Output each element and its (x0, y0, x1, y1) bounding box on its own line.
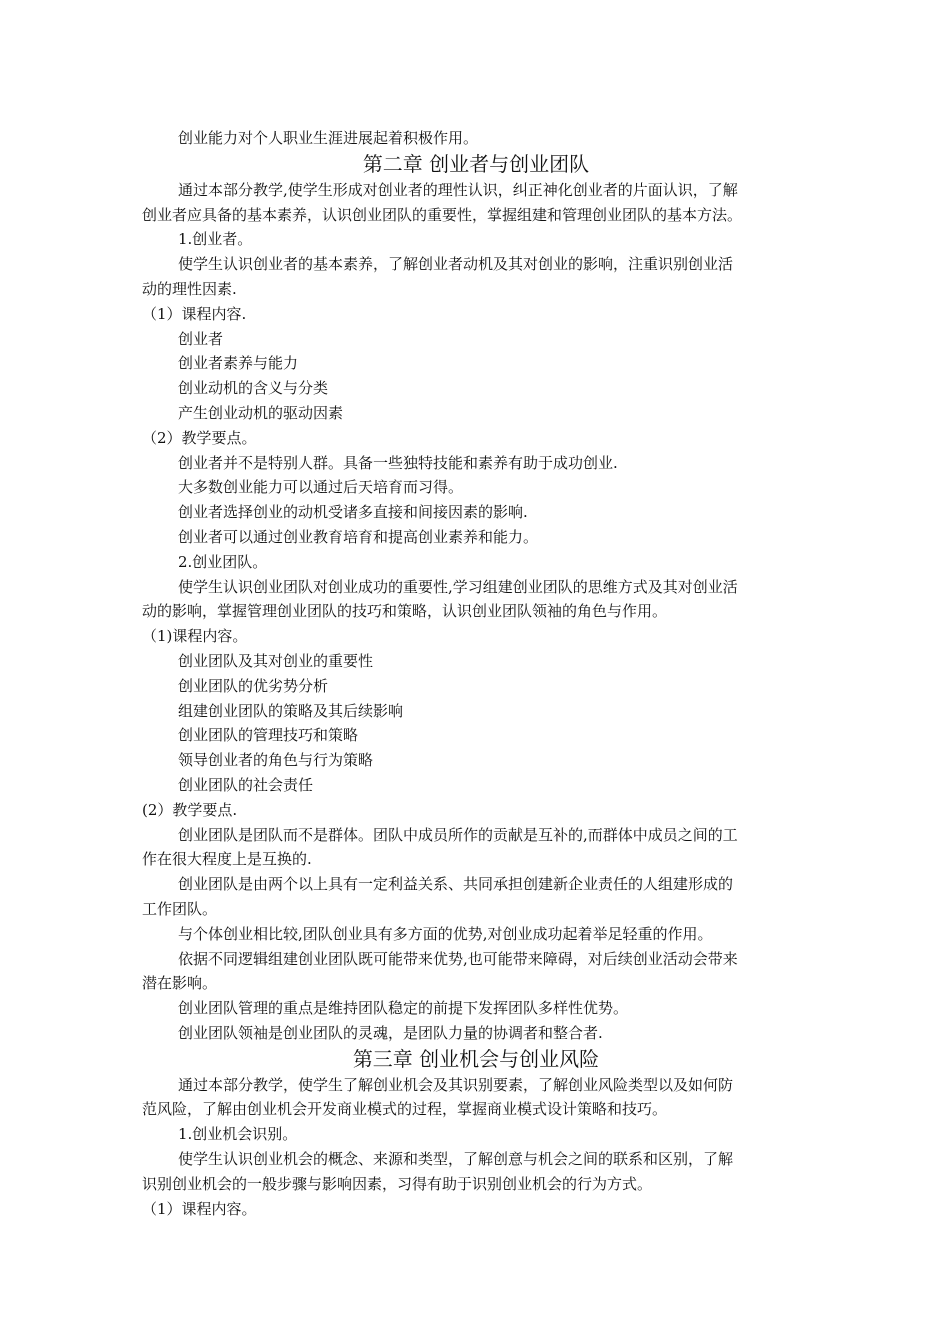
text-line: 使学生认识创业机会的概念、来源和类型，了解创意与机会之间的联系和区别，了解 (178, 1150, 734, 1169)
text-line: 1.创业者。 (178, 230, 253, 249)
text-line: 产生创业动机的驱动因素 (178, 403, 344, 422)
text-line: 创业者素养与能力 (178, 354, 299, 373)
text-line: （2）教学要点。 (142, 428, 257, 447)
text-line: （1）课程内容. (142, 304, 247, 323)
text-line: （1)课程内容。 (142, 627, 248, 646)
text-line: 2.创业团队。 (178, 552, 268, 571)
text-line: 创业团队的优劣势分析 (178, 676, 329, 695)
text-line: 作在很大程度上是互换的. (142, 850, 312, 869)
text-line: 领导创业者的角色与行为策略 (178, 751, 374, 770)
text-line: (2）教学要点. (142, 800, 238, 819)
text-line: （1）课程内容。 (142, 1199, 257, 1218)
text-line: 动的影响，掌握管理创业团队的技巧和策略，认识创业团队领袖的角色与作用。 (142, 602, 668, 621)
text-line: 创业者可以通过创业教育培育和提高创业素养和能力。 (178, 527, 539, 546)
text-line: 潜在影响。 (142, 974, 218, 993)
text-line: 创业团队的管理技巧和策略 (178, 726, 359, 745)
text-line: 创业者 (178, 329, 224, 348)
text-line: 创业动机的含义与分类 (178, 379, 329, 398)
text-line: 创业团队及其对创业的重要性 (178, 651, 374, 670)
text-line: 使学生认识创业者的基本素养，了解创业者动机及其对创业的影响，注重识别创业活 (178, 255, 734, 274)
text-line: 创业团队领袖是创业团队的灵魂，是团队力量的协调者和整合者. (178, 1023, 603, 1042)
chapter-heading: 第二章 创业者与创业团队 (362, 151, 590, 176)
text-line: 创业者并不是特别人群。具备一些独特技能和素养有助于成功创业. (178, 453, 618, 472)
text-line: 创业团队管理的重点是维持团队稳定的前提下发挥团队多样性优势。 (178, 999, 629, 1018)
text-line: 大多数创业能力可以通过后天培育而习得。 (178, 478, 464, 497)
text-line: 创业团队是由两个以上具有一定利益关系、共同承担创建新企业责任的人组建形成的 (178, 875, 734, 894)
chapter-heading: 第三章 创业机会与创业风险 (352, 1046, 600, 1071)
text-line: 创业者应具备的基本素养，认识创业团队的重要性，掌握组建和管理创业团队的基本方法。 (142, 205, 743, 224)
text-line: 通过本部分教学，使学生了解创业机会及其识别要素，了解创业风险类型以及如何防 (178, 1075, 734, 1094)
text-line: 依据不同逻辑组建创业团队既可能带来优势,也可能带来障碍，对后续创业活动会带来 (178, 949, 738, 968)
text-line: 创业团队的社会责任 (178, 775, 314, 794)
text-line: 通过本部分教学,使学生形成对创业者的理性认识，纠正神化创业者的片面认识，了解 (178, 180, 738, 199)
text-line: 识别创业机会的一般步骤与影响因素，习得有助于识别创业机会的行为方式。 (142, 1174, 653, 1193)
text-line: 组建创业团队的策略及其后续影响 (178, 701, 404, 720)
text-line: 使学生认识创业团队对创业成功的重要性,学习组建创业团队的思维方式及其对创业活 (178, 577, 738, 596)
text-line: 动的理性因素. (142, 279, 237, 298)
text-line: 创业团队是团队而不是群体。团队中成员所作的贡献是互补的,而群体中成员之间的工 (178, 825, 738, 844)
text-line: 创业者选择创业的动机受诸多直接和间接因素的影响. (178, 503, 528, 522)
text-line: 工作团队。 (142, 899, 218, 918)
document-body (142, 126, 810, 1221)
text-line: 1.创业机会识别。 (178, 1125, 298, 1144)
text-line: 创业能力对个人职业生涯进展起着积极作用。 (178, 129, 479, 147)
text-line: 与个体创业相比较,团队创业具有多方面的优势,对创业成功起着举足轻重的作用。 (178, 924, 713, 943)
text-line: 范风险，了解由创业机会开发商业模式的过程，掌握商业模式设计策略和技巧。 (142, 1100, 668, 1119)
